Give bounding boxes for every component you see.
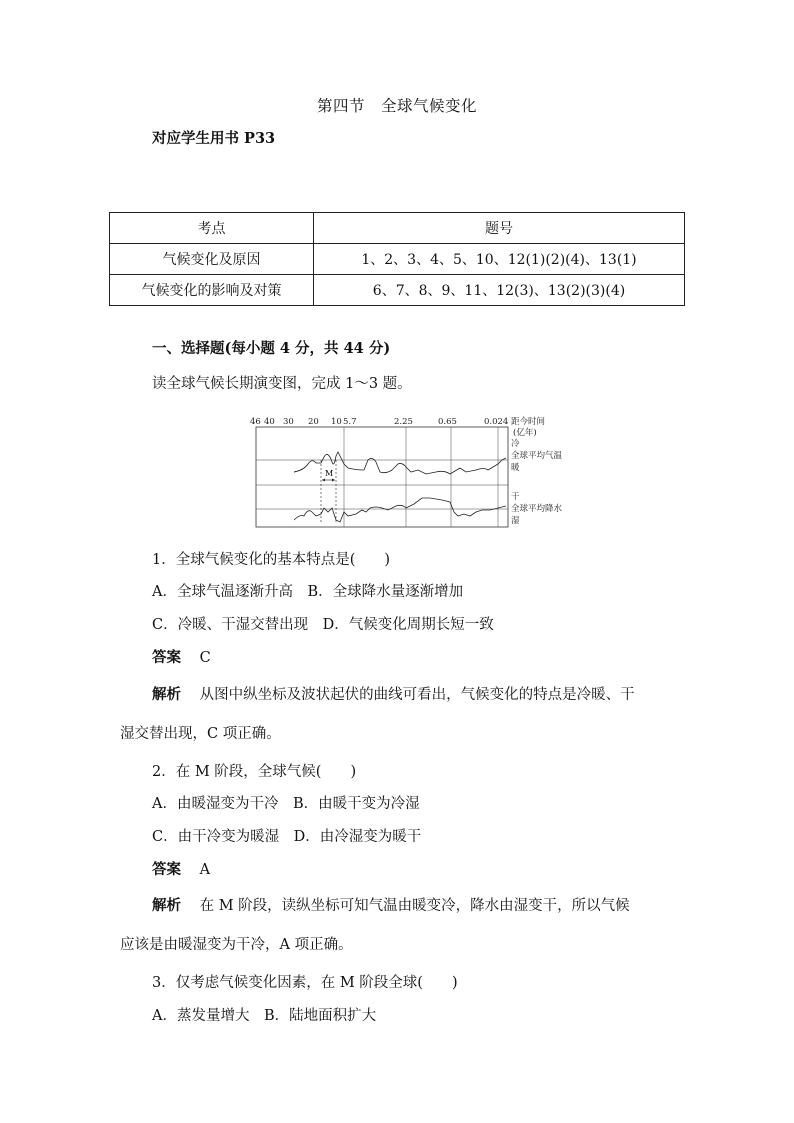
analysis-label: 解析	[152, 897, 181, 914]
analysis-text: 从图中纵坐标及波状起伏的曲线可看出，气候变化的特点是冷暖、干	[199, 687, 635, 703]
student-book-reference: 对应学生用书 P33	[152, 130, 276, 147]
tick-label: 30	[283, 417, 294, 427]
tick-label: 0.024	[484, 417, 509, 427]
section-intro: 读全球气候长期演变图，完成 1～3 题。	[152, 376, 412, 392]
row-questions: 6、7、8、9、11、12(3)、13(2)(3)(4)	[314, 275, 685, 306]
tick-label: 20	[308, 417, 319, 427]
analysis-text-continued: 湿交替出现，C 项正确。	[120, 726, 281, 742]
answer-label: 答案	[152, 861, 181, 878]
question-1-options-cd: C．冷暖、干湿交替出现 D．气候变化周期长短一致	[152, 617, 494, 633]
analysis-text: 在 M 阶段，读纵坐标可知气温由暖变冷，降水由湿变干，所以气候	[199, 898, 630, 914]
precipitation-axis-label: 全球平均降水	[511, 504, 563, 514]
question-2-options-cd: C．由干冷变为暖湿 D．由冷湿变为暖干	[152, 829, 422, 845]
temperature-axis-label: 全球平均气温	[511, 451, 563, 461]
answer-value: C	[199, 650, 211, 666]
kaodian-table	[109, 212, 685, 306]
row-topic: 气候变化及原因	[110, 244, 314, 275]
analysis-text-continued: 应该是由暖湿变为干冷，A 项正确。	[120, 937, 353, 953]
tick-label: 46	[250, 417, 261, 427]
row-questions: 1、2、3、4、5、10、12(1)(2)(4)、13(1)	[314, 244, 685, 275]
warm-label: 暖	[511, 463, 520, 473]
tick-label: 2.25	[394, 417, 413, 427]
question-3-stem: 3．仅考虑气候变化因素，在 M 阶段全球( )	[152, 975, 458, 991]
section-heading: 一、选择题(每小题 4 分，共 44 分)	[152, 340, 391, 357]
tick-label: 5.7	[343, 417, 357, 427]
m-stage-label: M	[325, 469, 334, 478]
wet-label: 湿	[511, 516, 520, 526]
answer-value: A	[199, 862, 211, 878]
header-topic: 考点	[110, 213, 314, 244]
tick-label: 10	[331, 417, 342, 427]
climate-evolution-figure	[246, 412, 590, 532]
question-3-options-ab: A．蒸发量增大 B．陆地面积扩大	[152, 1008, 377, 1024]
tick-label: 0.65	[438, 417, 457, 427]
tick-label: 40	[264, 417, 275, 427]
analysis-label: 解析	[152, 686, 181, 703]
table-row	[110, 244, 685, 275]
question-2-stem: 2．在 M 阶段，全球气候( )	[152, 764, 357, 780]
answer-label: 答案	[152, 649, 181, 666]
time-axis-label: 距今时间	[511, 417, 546, 427]
question-1-stem: 1．全球气候变化的基本特点是( )	[152, 552, 391, 568]
question-1-options-ab: A．全球气温逐渐升高 B．全球降水量逐渐增加	[152, 584, 464, 600]
table-header-row	[110, 213, 685, 244]
question-2-options-ab: A．由暖湿变为干冷 B．由暖干变为冷湿	[152, 796, 420, 812]
dry-label: 干	[511, 492, 520, 502]
table-row	[110, 275, 685, 306]
time-axis-unit: (亿年)	[513, 428, 537, 438]
cold-label: 冷	[511, 439, 520, 449]
header-questions: 题号	[314, 213, 685, 244]
row-topic: 气候变化的影响及对策	[110, 275, 314, 306]
page-title: 第四节 全球气候变化	[316, 97, 477, 115]
